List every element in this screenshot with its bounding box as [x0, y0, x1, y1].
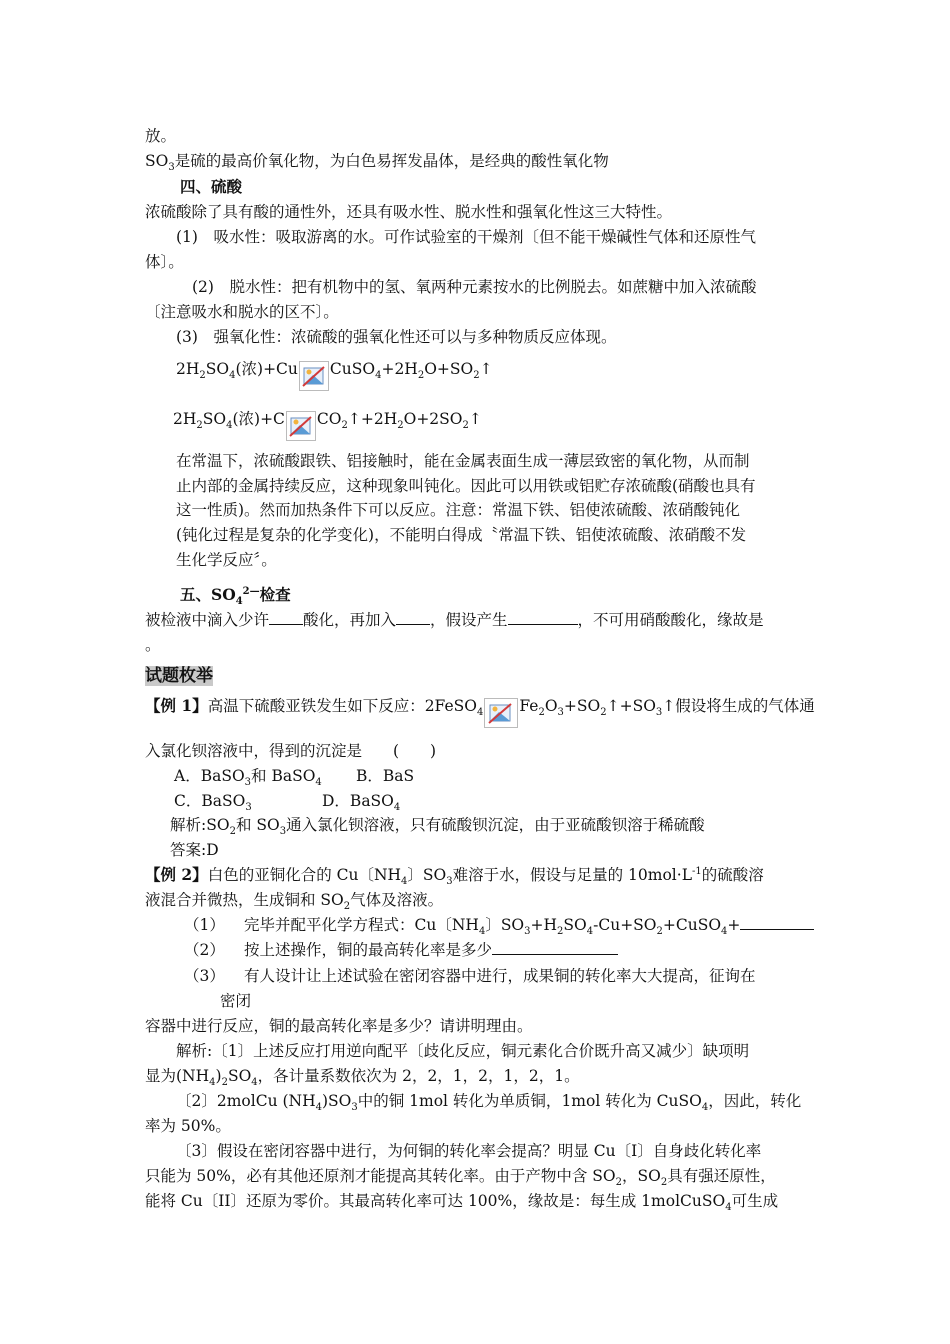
blank-5 — [492, 940, 618, 955]
fill-blank-end: 。 — [145, 636, 161, 654]
solution-3-cont: 只能为 50%，必有其他还原剂才能提高其转化率。由于产物中含 $SO_2$，$SO_2$具有强还原性， — [145, 1167, 776, 1189]
example-2-cont: 液混合并微热，生成铜和 $SO_2$气体及溶液。 — [145, 891, 444, 913]
solution-3-cont-2: 能将 Cu〔II〕还原为零价。其最高转化率可达 100%，缘故是：每生成 1molCuSO$_4$可生成 — [145, 1192, 779, 1214]
option-c: C．BaSO$_3$ — [174, 792, 252, 814]
line-intro: 浓硫酸除了具有酸的通性外，还具有吸水性、脱水性和强氧化性这三大特性。 — [145, 203, 673, 221]
blank-1 — [269, 610, 303, 625]
passivation-line-2: 止内部的金属持续反应，这种现象叫钝化。因此可以用铁或铝贮存浓硫酸(硝酸也具有 — [176, 477, 756, 495]
passivation-line-4: (钝化过程是复杂的化学变化)，不能明白得成〝常温下铁、铝使浓硫酸、浓硝酸不发 — [176, 526, 747, 544]
option-b: B．BaS — [356, 767, 415, 785]
question-2-number: （2） — [184, 941, 225, 959]
example-1-cont: 入氯化钡溶液中，得到的沉淀是 ( ) — [145, 742, 437, 760]
passivation-line-3: 这一性质)。然而加热条件下可以反应。注意：常温下铁、铝使浓硫酸、浓硝酸钝化 — [176, 501, 741, 519]
broken-image-icon — [484, 698, 518, 728]
question-1: 完毕并配平化学方程式：Cu〔$NH_4$〕$SO_3+H_2SO_4-Cu+SO_2+CuSO_4+$ — [244, 915, 814, 935]
section-title: 试题枚举 — [145, 666, 213, 686]
question-3-number: （3） — [184, 967, 225, 985]
blank-4 — [740, 915, 814, 930]
point-3: (3) 强氧化性：浓硫酸的强氧化性还可以与多种物质反应体现。 — [176, 328, 617, 346]
option-a: A．BaSO$_3$和 BaSO$_4$ — [174, 767, 322, 789]
line-fang: 放。 — [145, 127, 177, 145]
broken-image-icon — [286, 411, 316, 441]
solution-2: 〔2〕2molCu $(NH_4)SO_3$中的铜 1mol 转化为单质铜，1mol 转化为 CuSO$_4$，因此，转化 — [176, 1092, 802, 1114]
question-3: 有人设计让上述试验在密闭容器中进行，成果铜的转化率大大提高，征询在 — [244, 967, 756, 985]
point-1: (1) 吸水性：吸取游离的水。可作试验室的干燥剂〔但不能干燥碱性气体和还原性气 — [176, 228, 756, 246]
equation-2: $2H_2SO_4$(浓)+C $CO_2↑+2H_2O+2SO_2↑$ — [173, 405, 482, 435]
solution-3: 〔3〕假设在密闭容器中进行，为何铜的转化率会提高？明显 Cu〔I〕自身歧化转化率 — [176, 1142, 762, 1160]
point-2-cont: 〔注意吸水和脱水的区不〕。 — [145, 303, 339, 321]
option-d: D．BaSO$_4$ — [322, 792, 401, 814]
blank-3 — [508, 610, 578, 625]
point-2: (2) 脱水性：把有机物中的氢、氧两种元素按水的比例脱去。如蔗糖中加入浓硫酸 — [192, 278, 757, 296]
question-2: 按上述操作，铜的最高转化率是多少 — [244, 940, 618, 960]
question-1-number: （1） — [184, 916, 225, 934]
broken-image-icon — [299, 361, 329, 391]
point-1-cont: 体〕。 — [145, 253, 184, 271]
example-1: 【例 1】高温下硫酸亚铁发生如下反应：2FeSO$_4$ $Fe_2O_3+SO_2↑+SO_3↑$假设将生成的气体通 — [145, 692, 815, 722]
passivation-line-5: 生化学反应〞。 — [176, 551, 277, 569]
blank-2 — [396, 610, 430, 625]
equation-1: $2H_2SO_4$(浓)+Cu $CuSO_4+2H_2O+SO_2↑$ — [176, 355, 493, 385]
fill-blank-line: 被检液中滴入少许 酸化，再加入 ，假设产生 ，不可用硝酸酸化，缘故是 — [145, 611, 764, 629]
solution-2-cont: 率为 50%。 — [145, 1117, 231, 1135]
example-2: 【例 2】白色的亚铜化合的 Cu〔$NH_4$〕$SO_3$难溶于水，假设与足量的 $10mol\cdot L^{-1}$的硫酸溶 — [145, 865, 764, 888]
line-so3: $SO_3$是硫的最高价氧化物，为白色易挥发晶体，是经典的酸性氧化物 — [145, 152, 609, 174]
heading-sulfuric-acid: 四、硫酸 — [180, 177, 243, 196]
heading-sulfate-test: 五、$SO_4^{2—}$检查 — [180, 585, 291, 608]
answer-1: 答案:D — [170, 841, 219, 859]
question-3-cont-2: 容器中进行反应，铜的最高转化率是多少？请讲明理由。 — [145, 1017, 533, 1035]
solution-1-cont: 显为$(NH_4)_2SO_4$，各计量系数依次为 2，2，1，2，1，2，1。 — [145, 1067, 580, 1089]
question-3-cont: 密闭 — [220, 992, 252, 1010]
passivation-line-1: 在常温下，浓硫酸跟铁、铝接触时，能在金属表面生成一薄层致密的氧化物，从而制 — [176, 452, 750, 470]
analysis-1: 解析$:SO_2$和 $SO_3$通入氯化钡溶液，只有硫酸钡沉淀，由于亚硫酸钡溶于稀硫酸 — [170, 816, 705, 838]
solution-1: 解析:〔1〕上述反应打用逆向配平〔歧化反应，铜元素化合价既升高又减少〕缺项明 — [176, 1042, 750, 1060]
